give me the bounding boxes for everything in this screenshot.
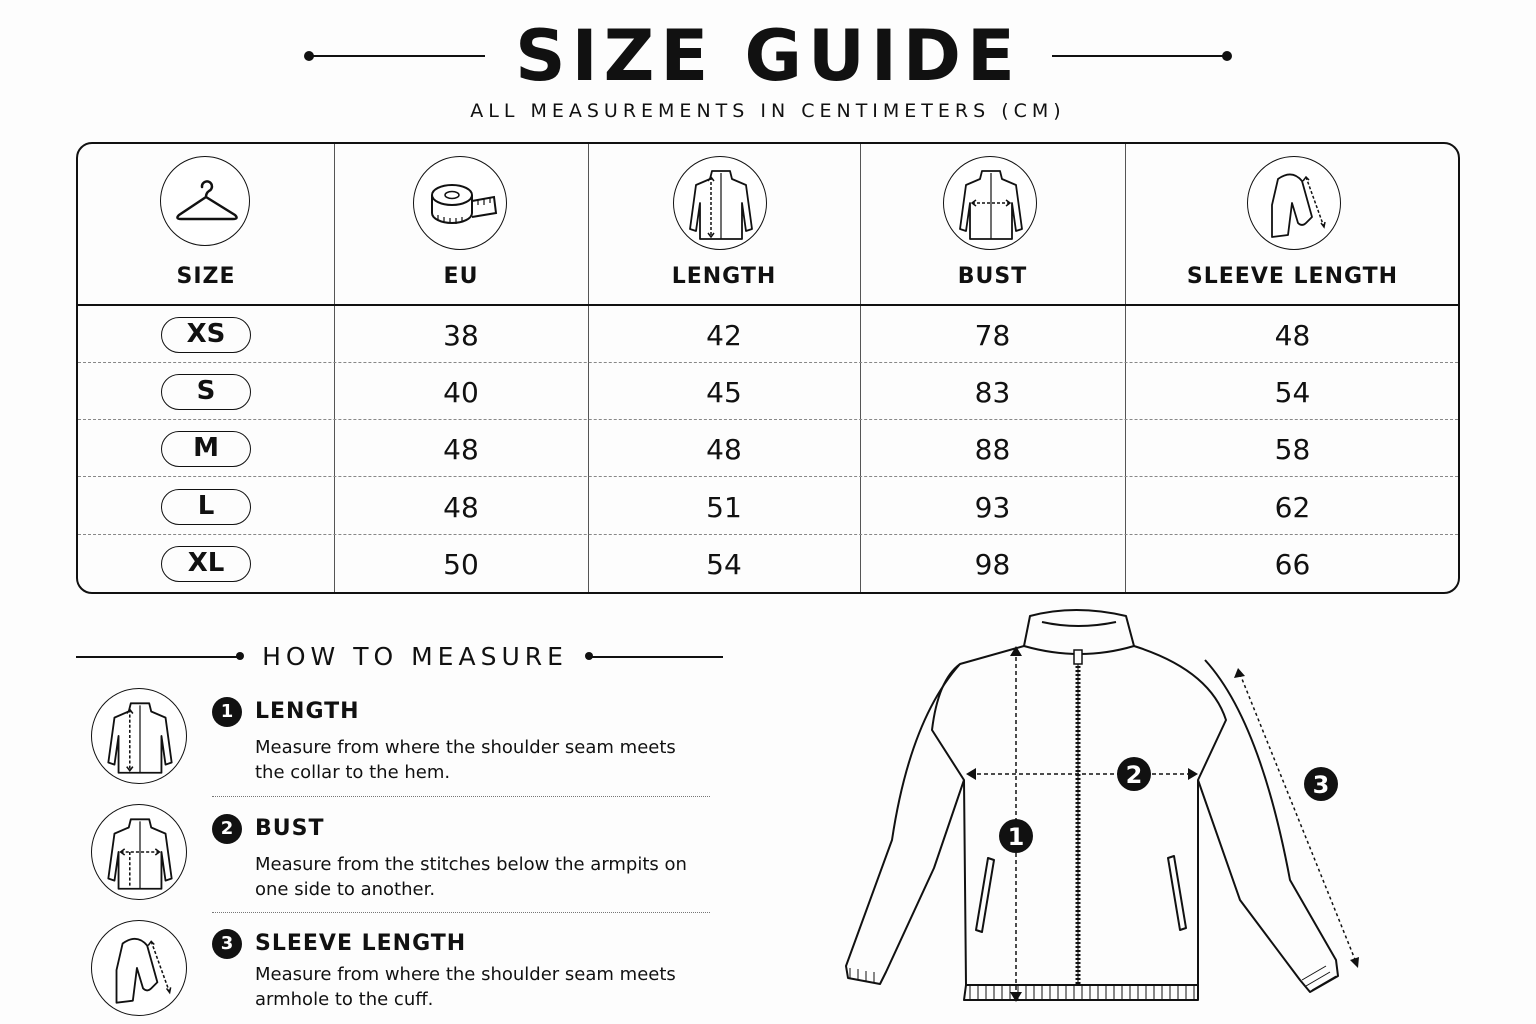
- sleeve-value: 58: [1274, 433, 1311, 466]
- table-row: [78, 307, 1458, 364]
- column-header-bust: BUST: [957, 264, 1028, 289]
- step-description: Measure from where the shoulder seam meets armhole to the cuff.: [255, 964, 676, 1010]
- tape-measure-icon: [413, 156, 507, 250]
- title-rule-left: [310, 55, 485, 57]
- step-separator: [212, 796, 710, 797]
- size-badge: M: [161, 431, 251, 467]
- jacket-bust-icon: [943, 156, 1037, 250]
- column-header-sleeve-length: SLEEVE LENGTH: [1186, 264, 1399, 289]
- how-to-measure-title: HOW TO MEASURE: [262, 642, 568, 671]
- sleeve-value: 62: [1274, 491, 1311, 524]
- column-header-length: LENGTH: [671, 264, 777, 289]
- step-number-badge: 2: [212, 814, 242, 844]
- section-rule-left: [76, 656, 238, 658]
- step-title: LENGTH: [255, 699, 360, 724]
- bust-value: 98: [974, 548, 1011, 581]
- jacket-diagram: [830, 600, 1370, 1020]
- title-rule-right-dot: [1222, 51, 1232, 61]
- bust-value: 78: [974, 319, 1011, 352]
- table-row: [78, 364, 1458, 421]
- length-value: 51: [706, 491, 742, 524]
- size-badge: L: [161, 489, 251, 525]
- bust-value: 93: [974, 491, 1011, 524]
- jacket-length-icon: [673, 156, 767, 250]
- size-badge: S: [161, 374, 251, 410]
- step-separator: [212, 912, 710, 913]
- sleeve-length-icon: [91, 920, 187, 1016]
- length-value: 45: [706, 376, 742, 409]
- title-rule-right: [1052, 55, 1227, 57]
- eu-value: 38: [443, 319, 479, 352]
- bust-value: 88: [974, 433, 1011, 466]
- length-value: 54: [706, 548, 742, 581]
- diagram-marker-bust: 2: [1125, 761, 1143, 789]
- sleeve-value: 48: [1274, 319, 1311, 352]
- page-title: SIZE GUIDE: [515, 15, 1021, 97]
- size-badge: XL: [161, 546, 251, 582]
- sleeve-length-icon: [1247, 156, 1341, 250]
- step-title: SLEEVE LENGTH: [255, 931, 467, 956]
- sleeve-value: 54: [1274, 376, 1311, 409]
- bust-value: 83: [974, 376, 1011, 409]
- jacket-length-icon: [91, 688, 187, 784]
- section-rule-left-dot: [236, 652, 244, 660]
- eu-value: 50: [443, 548, 479, 581]
- step-number-badge: 1: [212, 697, 242, 727]
- page-subtitle: ALL MEASUREMENTS IN CENTIMETERS (CM): [470, 100, 1066, 122]
- sleeve-value: 66: [1274, 548, 1311, 581]
- column-header-size: SIZE: [176, 264, 236, 289]
- eu-value: 48: [443, 433, 479, 466]
- diagram-marker-sleeve: 3: [1312, 771, 1330, 799]
- size-table: [76, 142, 1460, 594]
- section-rule-right: [591, 656, 723, 658]
- title-rule-left-dot: [304, 51, 314, 61]
- jacket-bust-icon: [91, 804, 187, 900]
- size-badge: XS: [161, 317, 251, 353]
- column-header-eu: EU: [443, 264, 479, 289]
- step-title: BUST: [255, 816, 325, 841]
- hanger-icon: [160, 156, 250, 246]
- step-number-badge: 3: [212, 929, 242, 959]
- step-description: Measure from where the shoulder seam meets the collar to the hem.: [255, 737, 676, 783]
- length-value: 42: [706, 319, 742, 352]
- header-separator: [78, 304, 1458, 306]
- eu-value: 48: [443, 491, 479, 524]
- table-row: [78, 479, 1458, 536]
- table-row: [78, 421, 1458, 478]
- table-row: [78, 536, 1458, 593]
- length-value: 48: [706, 433, 742, 466]
- diagram-marker-length: 1: [1007, 823, 1025, 851]
- step-description: Measure from the stitches below the armpits on one side to another.: [255, 854, 687, 900]
- eu-value: 40: [443, 376, 479, 409]
